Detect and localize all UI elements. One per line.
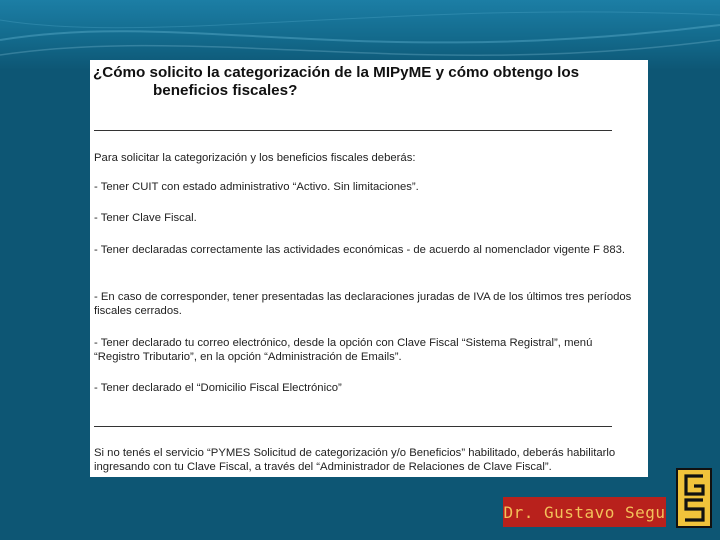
requirement-item: - Tener CUIT con estado administrativo “Activo. Sin limitaciones”. (94, 181, 419, 193)
requirement-item: - Tener declarado tu correo electrónico, desde la opción con Clave Fiscal “Sistema Registral”, menú “Registro Tributario”, en la opción “Administración de Emails”. (94, 337, 593, 363)
requirement-item: - Tener declarado el “Domicilio Fiscal Electrónico” (94, 382, 342, 394)
requirement-item: - Tener declaradas correctamente las actividades económicas - de acuerdo al nomenclador vigente F 883. (94, 244, 626, 256)
title-line-2: beneficios fiscales? (153, 82, 298, 99)
intro-text: Para solicitar la categorización y los beneficios fiscales deberás: (94, 152, 416, 164)
divider (94, 426, 612, 427)
title-line-1: ¿Cómo solicito la categorización de la MIPyME y cómo obtengo los (93, 64, 580, 81)
requirement-item: - Tener Clave Fiscal. (94, 212, 197, 224)
author-name: Dr. Gustavo Segu (503, 502, 666, 522)
page-title (93, 64, 643, 100)
gs-monogram-logo (676, 468, 712, 528)
document-panel (90, 60, 648, 477)
requirement-item: - En caso de corresponder, tener presentadas las declaraciones juradas de IVA de los últimos tres períodos fiscales cerrados. (94, 291, 632, 317)
monogram-glyphs (678, 470, 710, 526)
footer-note: Si no tenés el servicio “PYMES Solicitud de categorización y/o Beneficios” habilitado, deberás habilitarlo ingresando con tu Clave Fiscal, a través del “Administrador de Relaciones de Clave Fiscal”. (94, 447, 616, 473)
divider (94, 130, 612, 131)
author-name-logo (503, 497, 666, 527)
